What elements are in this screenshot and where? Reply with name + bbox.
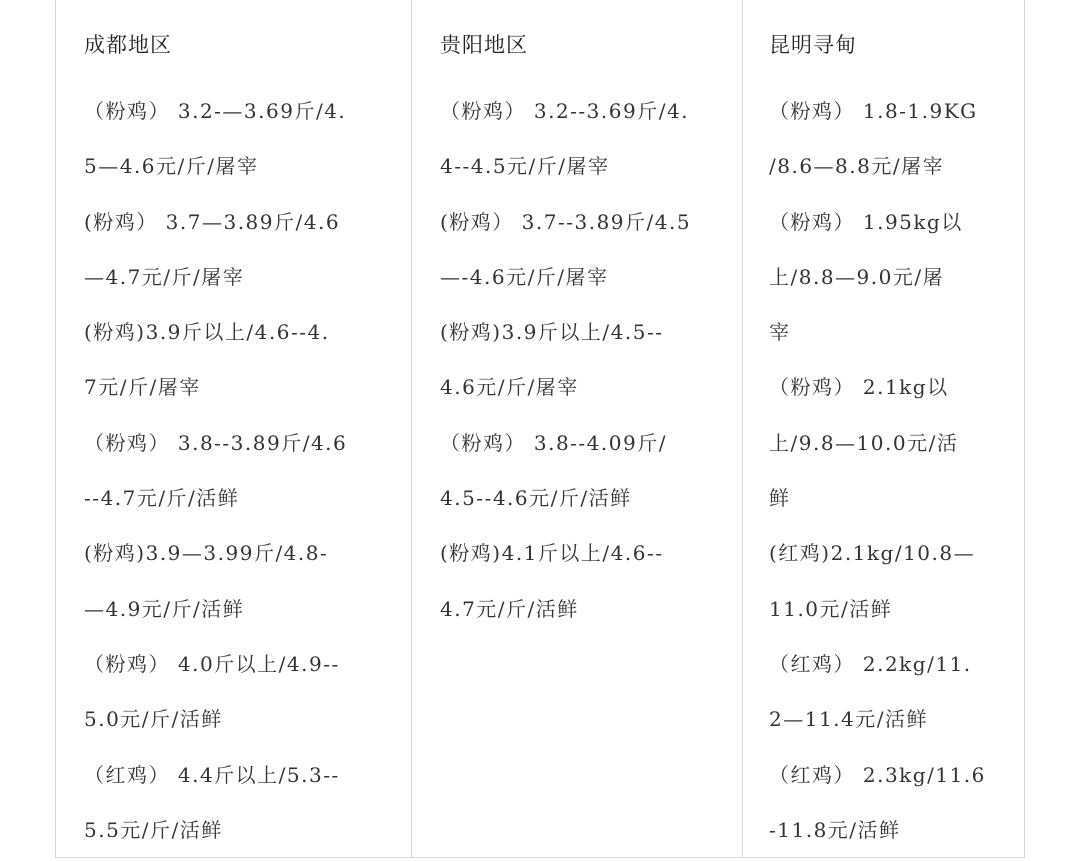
price-line: （粉鸡） 3.2-—3.69斤/4.	[84, 99, 347, 123]
price-line: 5.0元/斤/活鲜	[84, 707, 223, 732]
price-line: 上/9.8—10.0元/活	[769, 430, 959, 455]
price-line: （粉鸡） 3.2--3.69斤/4.	[440, 99, 690, 123]
column-kunming-xundian	[743, 0, 1024, 857]
price-line: —4.7元/斤/屠宰	[84, 264, 245, 289]
price-line: （粉鸡） 1.8-1.9KG	[769, 99, 978, 123]
column-title: 昆明寻甸	[769, 33, 857, 57]
price-line: （粉鸡） 1.95kg以	[769, 209, 963, 234]
price-line: (红鸡)2.1kg/10.8—	[769, 541, 976, 566]
price-line: (粉鸡)3.9斤以上/4.6--4.	[84, 320, 330, 345]
price-line: 4.6元/斤/屠宰	[440, 375, 579, 400]
price-line: 5—4.6元/斤/屠宰	[84, 154, 259, 179]
price-line: (粉鸡)3.9—3.99斤/4.8-	[84, 541, 329, 566]
price-line: -11.8元/活鲜	[769, 817, 901, 842]
price-line: 4.7元/斤/活鲜	[440, 596, 579, 621]
price-line: (粉鸡)4.1斤以上/4.6--	[440, 541, 664, 566]
price-line: 7元/斤/屠宰	[84, 375, 201, 400]
price-list	[769, 84, 1010, 857]
price-line: （粉鸡） 2.1kg以	[769, 375, 949, 400]
price-list	[84, 84, 391, 857]
price-line: --4.7元/斤/活鲜	[84, 486, 240, 511]
price-line: 宰	[769, 320, 791, 345]
price-line: (粉鸡） 3.7—3.89斤/4.6	[84, 209, 341, 234]
price-line: （粉鸡） 4.0斤以上/4.9--	[84, 651, 340, 676]
price-line: 4--4.5元/斤/屠宰	[440, 154, 610, 179]
column-title: 贵阳地区	[440, 33, 528, 57]
price-line: （红鸡） 2.3kg/11.6	[769, 762, 986, 787]
price-table	[55, 0, 1025, 858]
price-line: —-4.6元/斤/屠宰	[440, 264, 609, 289]
price-line: —4.9元/斤/活鲜	[84, 596, 245, 621]
price-line: /8.6—8.8元/屠宰	[769, 154, 945, 179]
price-line: 5.5元/斤/活鲜	[84, 817, 223, 842]
price-line: 鲜	[769, 486, 791, 511]
price-line: (粉鸡） 3.7--3.89斤/4.5	[440, 209, 692, 234]
column-guiyang	[412, 0, 743, 857]
price-line: （红鸡） 4.4斤以上/5.3--	[84, 762, 340, 787]
price-list	[440, 84, 728, 637]
column-chengdu	[56, 0, 412, 857]
price-line: 11.0元/活鲜	[769, 596, 893, 621]
price-line: 4.5--4.6元/斤/活鲜	[440, 486, 632, 511]
price-line: 2—11.4元/活鲜	[769, 707, 928, 732]
price-line: （粉鸡） 3.8--3.89斤/4.6	[84, 430, 348, 455]
price-line: (粉鸡)3.9斤以上/4.5--	[440, 320, 664, 345]
price-line: 上/8.8—9.0元/屠	[769, 264, 945, 289]
price-line: （红鸡） 2.2kg/11.	[769, 651, 972, 676]
column-title: 成都地区	[84, 33, 172, 57]
price-line: （粉鸡） 3.8--4.09斤/	[440, 430, 667, 455]
